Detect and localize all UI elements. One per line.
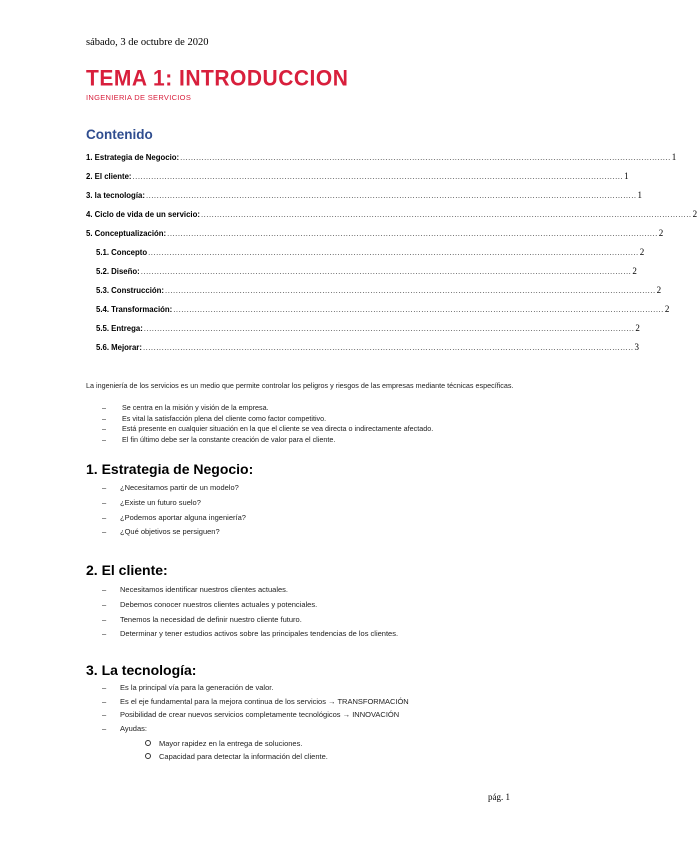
list-item-text: Debemos conocer nuestros clientes actuales y potenciales.	[120, 599, 318, 609]
toc-leader: ........................................................................................................................................................................................	[132, 172, 624, 181]
toc-entry-page: 2	[692, 209, 697, 219]
toc-entry-page: 2	[658, 228, 664, 238]
list-item-text: Tenemos la necesidad de definir nuestro cliente futuro.	[120, 614, 302, 624]
toc-entry-label: 2. El cliente:	[86, 172, 132, 181]
dash-bullet: –	[102, 710, 107, 719]
dash-bullet: –	[102, 585, 107, 594]
list-item	[102, 724, 522, 738]
toc-leader: ........................................................................................................................................................................................	[143, 324, 635, 333]
toc-subentry[interactable]	[96, 281, 662, 295]
toc-subentry[interactable]	[96, 262, 637, 276]
sublist-item	[145, 752, 465, 765]
section-heading: 1. Estrategia de Negocio:	[86, 461, 254, 477]
toc-entry-label: 4. Ciclo de vida de un servicio:	[86, 210, 200, 219]
dash-bullet: –	[102, 497, 107, 507]
toc-leader: ........................................................................................................................................................................................	[173, 305, 664, 314]
toc-entry-label: 3. la tecnología:	[86, 191, 145, 200]
list-item: – Es vital la satisfacción plena del cliente como factor competitivo.	[102, 414, 502, 425]
list-item	[102, 498, 522, 513]
section-list	[102, 483, 522, 542]
toc-subentry[interactable]	[96, 300, 670, 314]
toc-entry-label: 5.1. Concepto	[96, 248, 148, 257]
header-date: sábado, 3 de octubre de 2020	[86, 37, 209, 48]
list-item-text: Determinar y tener estudios activos sobre las principales tendencias de los clientes.	[120, 629, 399, 639]
list-item-text: Capacidad para detectar la información del cliente.	[159, 752, 328, 761]
intro-list	[102, 403, 502, 445]
toc-entry-label: 5.3. Construcción:	[96, 286, 165, 295]
list-item-text: Ayudas:	[120, 723, 147, 733]
list-item-text: Es el eje fundamental para la mejora continua de los servicios → TRANSFORMACIÓN	[120, 696, 409, 706]
dash-bullet: –	[102, 723, 107, 733]
toc-entry-page: 2	[664, 304, 670, 314]
list-item	[102, 600, 522, 615]
list-item	[102, 683, 522, 697]
dash-bullet: –	[102, 483, 107, 492]
section-list	[102, 683, 522, 737]
list-item	[102, 483, 522, 498]
toc-entry-page: 2	[635, 323, 640, 333]
list-item-text: ¿Qué objetivos se persiguen?	[120, 527, 220, 537]
toc-entry[interactable]	[86, 167, 629, 181]
dash-bullet: –	[102, 512, 107, 522]
list-item-text: ¿Necesitamos partir de un modelo?	[120, 483, 239, 492]
list-item: – Se centra en la misión y visión de la empresa.	[102, 403, 502, 414]
toc-entry-page: 2	[639, 247, 645, 257]
toc-entry[interactable]	[86, 148, 677, 162]
toc-subentry[interactable]	[96, 243, 645, 257]
dash-bullet: –	[102, 683, 107, 692]
section-sublist	[145, 739, 465, 765]
list-item	[102, 585, 522, 600]
toc-leader: ........................................................................................................................................................................................	[148, 248, 639, 257]
dash-bullet: –	[102, 527, 107, 537]
sublist-item	[145, 739, 465, 752]
toc-subentry[interactable]	[96, 319, 640, 333]
intro-paragraph: La ingeniería de los servicios es un medio que permite controlar los peligros y riesgos de las empresas mediante técnicas específicas.	[86, 381, 514, 390]
toc-entry[interactable]	[86, 186, 643, 200]
toc-leader: ........................................................................................................................................................................................	[165, 286, 656, 295]
list-item: – El fin último debe ser la constante creación de valor para el cliente.	[102, 435, 502, 446]
list-item-text: ¿Existe un futuro suelo?	[120, 497, 201, 507]
list-item: – Está presente en cualquier situación en la que el cliente se vea directa o indirectamente afectado.	[102, 424, 502, 435]
toc-entry-page: 2	[656, 285, 662, 295]
list-item	[102, 513, 522, 528]
list-item	[102, 615, 522, 630]
toc-entry-page: 1	[624, 171, 629, 181]
toc-leader: ........................................................................................................................................................................................	[180, 153, 671, 162]
toc-heading: Contenido	[86, 127, 153, 142]
list-item-text: ¿Podemos aportar alguna ingeniería?	[120, 512, 246, 522]
section-heading: 3. La tecnología:	[86, 662, 197, 678]
document-subtitle: INGENIERIA DE SERVICIOS	[86, 93, 192, 102]
dash-bullet: –	[102, 696, 107, 706]
list-item	[102, 629, 522, 644]
dash-bullet: –	[102, 629, 107, 639]
list-item	[102, 710, 522, 724]
toc-entry-page: 2	[632, 266, 637, 276]
document-title: TEMA 1: INTRODUCCION	[86, 66, 349, 91]
toc-entry-label: 5.5. Entrega:	[96, 324, 143, 333]
toc-entry-label: 5.4. Transformación:	[96, 305, 173, 314]
list-item	[102, 697, 522, 711]
toc-entry-page: 3	[634, 342, 640, 352]
toc-entry[interactable]	[86, 205, 697, 219]
circle-bullet-icon	[145, 740, 151, 746]
toc-leader: ........................................................................................................................................................................................	[200, 210, 692, 219]
toc-entry-page: 1	[637, 190, 643, 200]
list-item-text: Mayor rapidez en la entrega de soluciones.	[159, 739, 303, 748]
toc-entry-label: 5.2. Diseño:	[96, 267, 140, 276]
toc-subentry[interactable]	[96, 338, 640, 352]
list-item	[102, 527, 522, 542]
section-list	[102, 585, 522, 644]
list-item-text: Necesitamos identificar nuestros clientes actuales.	[120, 585, 288, 594]
toc-entry-label: 1. Estrategia de Negocio:	[86, 153, 180, 162]
page-number: pág. 1	[488, 792, 510, 802]
toc-leader: ........................................................................................................................................................................................	[142, 343, 634, 352]
toc-leader: ........................................................................................................................................................................................	[167, 229, 658, 238]
toc-entry[interactable]	[86, 224, 664, 238]
list-item-text: Es la principal vía para la generación de valor.	[120, 683, 274, 692]
dash-bullet: –	[102, 614, 107, 624]
toc-entry-label: 5.6. Mejorar:	[96, 343, 142, 352]
toc-entry-label: 5. Conceptualización:	[86, 229, 167, 238]
section-heading: 2. El cliente:	[86, 562, 168, 578]
toc-leader: ........................................................................................................................................................................................	[145, 191, 637, 200]
dash-bullet: –	[102, 599, 107, 609]
circle-bullet-icon	[145, 753, 151, 759]
toc-leader: ........................................................................................................................................................................................	[140, 267, 632, 276]
toc-entry-page: 1	[671, 152, 677, 162]
list-item-text: Posibilidad de crear nuevos servicios completamente tecnológicos → INNOVACIÓN	[120, 710, 400, 719]
